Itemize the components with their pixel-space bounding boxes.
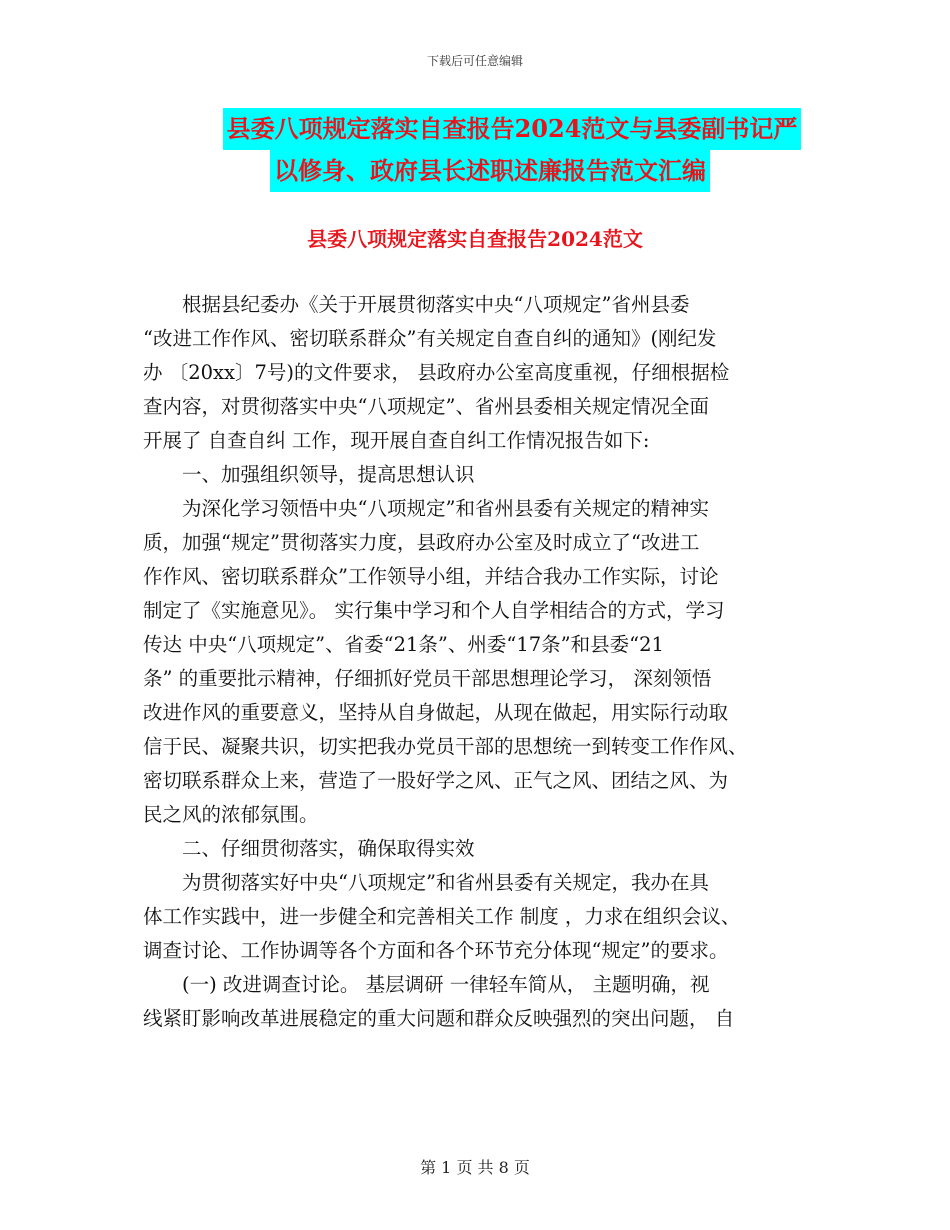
- body-line: 改进作风的重要意义，坚持从自身做起，从现在做起，用实际行动取: [143, 701, 729, 724]
- body-line: 为贯彻落实好中央“八项规定”和省州县委有关规定，我办在具: [143, 871, 709, 894]
- title-line-2: 以修身、政府县长述职述廉报告范文汇编: [270, 150, 710, 192]
- body-line: 开展了 自查自纠 工作，现开展自查自纠工作情况报告如下:: [143, 429, 650, 452]
- section-title: 县委八项规定落实自查报告2024范文: [307, 227, 643, 251]
- body-line: 线紧盯影响改革进展稳定的重大问题和群众反映强烈的突出问题， 自: [143, 1007, 735, 1030]
- body-line: 办 〔20xx〕7号)的文件要求， 县政府办公室高度重视，仔细根据检: [143, 361, 730, 384]
- body-line: 质，加强“规定”贯彻落实力度，县政府办公室及时成立了“改进工: [143, 531, 700, 554]
- body-line: 体工作实践中，进一步健全和完善相关工作 制度 ，力求在组织会议、: [143, 905, 741, 928]
- body-line: 为深化学习领悟中央“八项规定”和省州县委有关规定的精神实: [143, 497, 709, 520]
- body-text: [143, 288, 808, 1036]
- body-line: 查内容，对贯彻落实中央“八项规定”、省州县委相关规定情况全面: [143, 395, 709, 418]
- body-line: (一) 改进调查讨论。 基层调研 一律轻车简从， 主题明确，视: [143, 973, 710, 996]
- body-line: 制定了《实施意见》。 实行集中学习和个人自学相结合的方式，学习: [143, 599, 725, 622]
- page-number-footer: 第 1 页 共 8 页: [420, 1158, 530, 1177]
- body-line: 条” 的重要批示精神，仔细抓好党员干部思想理论学习， 深刻领悟: [143, 667, 712, 690]
- heading-one: 一、加强组织领导，提高思想认识: [143, 463, 475, 486]
- body-line: 民之风的浓郁氛围。: [143, 803, 319, 826]
- body-line: 密切联系群众上来，营造了一股好学之风、正气之风、团结之风、为: [143, 769, 729, 792]
- heading-two: 二、仔细贯彻落实，确保取得实效: [143, 837, 475, 860]
- header-note: 下载后可任意编辑: [426, 54, 523, 68]
- body-line: 作作风、密切联系群众”工作领导小组，并结合我办工作实际，讨论: [143, 565, 719, 588]
- body-line: 调查讨论、工作协调等各个方面和各个环节充分体现“规定”的要求。: [143, 939, 729, 962]
- document-title: [150, 108, 830, 192]
- body-line: “改进工作作风、密切联系群众”有关规定自查自纠的通知》(刚纪发: [143, 327, 717, 350]
- body-line: 传达 中央“八项规定”、省委“21条”、州委“17条”和县委“21: [143, 633, 664, 656]
- body-line: 信于民、凝聚共识，切实把我办党员干部的思想统一到转变工作作风、: [143, 735, 748, 758]
- title-line-1: 县委八项规定落实自查报告2024范文与县委副书记严: [223, 108, 802, 150]
- body-line: 根据县纪委办《关于开展贯彻落实中央“八项规定”省州县委: [143, 293, 690, 316]
